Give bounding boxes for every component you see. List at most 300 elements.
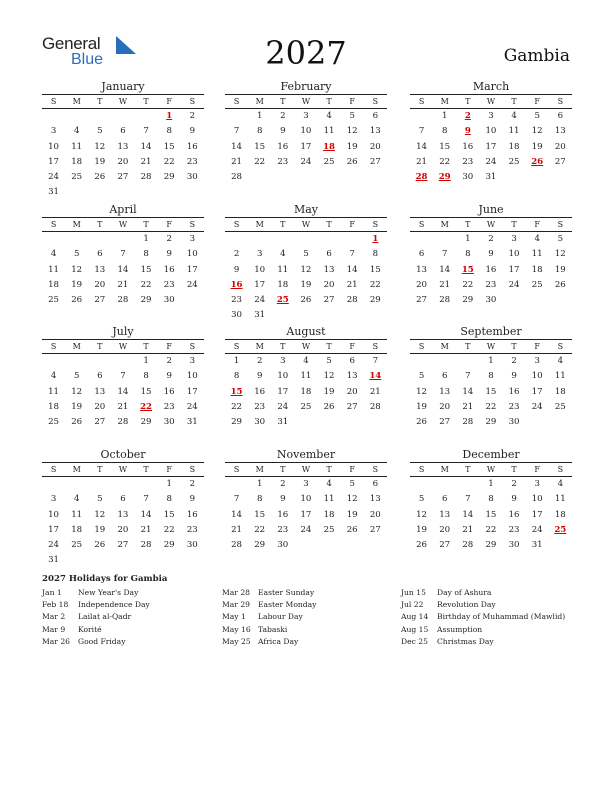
holiday-name: Korité (78, 624, 102, 634)
day-cell: 14 (462, 509, 474, 520)
day-cell: 21 (140, 156, 152, 167)
weekday-label: W (301, 220, 311, 229)
weekday-label: F (349, 465, 355, 474)
day-cell: 28 (231, 540, 243, 551)
empty-cell (248, 232, 271, 247)
day-cell: 13 (117, 509, 129, 520)
day-grid (225, 109, 387, 185)
day-cell: 15 (485, 509, 497, 520)
day-cell: 9 (256, 371, 263, 382)
day-cell: 11 (554, 494, 566, 505)
weekday-label: F (534, 342, 540, 351)
empty-cell (135, 477, 158, 492)
day-cell: 29 (231, 417, 243, 428)
day-cell: 17 (48, 156, 60, 167)
empty-cell (410, 354, 433, 369)
day-cell: 31 (186, 417, 198, 428)
empty-cell (135, 109, 158, 124)
day-cell: 23 (485, 279, 497, 290)
day-cell: 6 (97, 249, 103, 260)
month-november (225, 448, 387, 553)
day-cell: 12 (94, 141, 106, 152)
day-cell: 25 (71, 540, 83, 551)
day-cell: 30 (163, 295, 175, 306)
month-june (410, 203, 572, 308)
holiday-row (42, 611, 150, 623)
day-cell: 23 (186, 524, 198, 535)
day-cell: 11 (48, 386, 60, 397)
day-cell: 24 (300, 524, 312, 535)
day-cell: 9 (280, 126, 286, 137)
day-cell: 26 (94, 172, 106, 183)
weekday-label: M (440, 342, 449, 351)
holiday-row (222, 624, 316, 636)
day-cell: 2 (189, 111, 196, 121)
month-title: November (276, 448, 336, 461)
day-cell: 18 (48, 401, 60, 412)
day-cell: 21 (346, 279, 358, 290)
day-cell: 5 (534, 111, 540, 121)
holiday-name: Independence Day (78, 600, 150, 610)
day-cell: 7 (465, 494, 471, 505)
day-cell: 1 (488, 479, 494, 489)
day-cell: 31 (48, 187, 60, 198)
day-cell: 7 (441, 249, 448, 260)
day-cell: 12 (346, 126, 358, 137)
empty-cell (42, 477, 65, 492)
day-cell: 28 (369, 401, 381, 412)
day-cell: 16 (186, 509, 198, 520)
empty-cell (318, 232, 341, 247)
day-cell: 28 (439, 295, 451, 306)
brand-name-blue: Blue (71, 51, 104, 68)
day-cell: 6 (441, 371, 448, 382)
day-cell: 19 (416, 524, 428, 535)
month-title: March (472, 80, 510, 93)
day-cell: 18 (554, 509, 566, 520)
weekday-label: M (72, 220, 81, 229)
day-cell: 7 (233, 494, 240, 505)
holiday-row (401, 587, 565, 599)
weekday-label: S (189, 342, 196, 351)
weekday-label: S (189, 97, 196, 106)
weekday-label: T (143, 97, 149, 106)
day-cell: 7 (465, 371, 471, 382)
day-cell: 22 (163, 156, 175, 167)
empty-cell (225, 232, 248, 247)
weekday-label: T (465, 342, 471, 351)
day-cell: 9 (189, 494, 196, 505)
day-grid (42, 477, 204, 569)
day-cell: 14 (231, 509, 243, 520)
day-cell: 4 (50, 249, 57, 260)
day-cell: 3 (303, 479, 309, 489)
day-cell: 27 (439, 540, 451, 551)
day-cell: 23 (277, 524, 289, 535)
weekday-label: S (557, 342, 564, 351)
day-cell: 15 (254, 141, 266, 152)
day-grid (42, 354, 204, 430)
day-cell: 3 (50, 126, 57, 137)
holiday-date: Feb 18 (42, 600, 69, 610)
day-cell: 4 (326, 479, 332, 489)
day-cell: 12 (71, 264, 83, 275)
holidays-title: 2027 Holidays for Gambia (42, 574, 168, 584)
day-cell: 7 (349, 249, 355, 260)
weekday-label: S (372, 465, 379, 474)
day-grid (410, 354, 572, 430)
day-cell: 2 (511, 479, 517, 489)
day-cell: 26 (71, 417, 83, 428)
weekday-label: T (97, 97, 103, 106)
day-cell: 19 (300, 279, 312, 290)
day-cell: 4 (511, 111, 517, 121)
day-cell: 15 (163, 141, 175, 152)
day-cell: 15 (140, 264, 152, 275)
weekday-header (410, 462, 572, 477)
holiday-name: Tabaski (258, 624, 288, 634)
day-cell: 4 (50, 371, 57, 382)
weekday-label: T (326, 220, 332, 229)
month-title: January (101, 80, 145, 93)
weekday-label: T (97, 465, 103, 474)
day-cell: 27 (117, 172, 129, 183)
day-cell: 27 (369, 524, 381, 535)
day-cell: 11 (71, 509, 83, 520)
day-cell: 5 (557, 234, 564, 244)
day-cell: 18 (71, 156, 83, 167)
day-cell: 17 (48, 524, 60, 535)
day-cell: 26 (346, 524, 358, 535)
day-cell: 9 (166, 371, 172, 382)
weekday-label: S (372, 220, 379, 229)
weekday-label: S (418, 220, 425, 229)
month-december (410, 448, 572, 553)
day-cell: 17 (186, 264, 198, 275)
weekday-header (225, 94, 387, 109)
day-cell: 13 (439, 386, 451, 397)
weekday-label: T (465, 97, 471, 106)
day-cell: 19 (71, 401, 83, 412)
day-cell: 17 (277, 386, 289, 397)
day-cell: 14 (117, 264, 129, 275)
holiday-day-cell: 22 (140, 401, 153, 412)
day-cell: 13 (369, 494, 381, 505)
weekday-label: S (372, 342, 379, 351)
day-cell: 10 (48, 509, 60, 520)
day-cell: 19 (346, 141, 358, 152)
empty-cell (111, 232, 134, 247)
weekday-label: F (349, 220, 355, 229)
day-cell: 22 (163, 524, 175, 535)
day-cell: 1 (143, 234, 149, 244)
holiday-date: Dec 25 (401, 636, 428, 646)
day-cell: 23 (508, 524, 520, 535)
day-cell: 4 (326, 111, 332, 121)
day-cell: 16 (462, 141, 474, 152)
day-cell: 27 (369, 156, 381, 167)
holiday-date: May 16 (222, 624, 251, 634)
day-cell: 24 (300, 156, 312, 167)
day-cell: 9 (511, 494, 517, 505)
holiday-date: Jan 1 (42, 588, 62, 597)
day-cell: 30 (186, 172, 198, 183)
weekday-label: M (255, 220, 264, 229)
day-cell: 2 (488, 234, 494, 244)
holiday-row (42, 624, 150, 636)
day-cell: 7 (418, 126, 425, 137)
day-cell: 3 (280, 356, 286, 366)
day-cell: 21 (416, 156, 428, 167)
weekday-label: F (349, 97, 355, 106)
weekday-label: T (326, 342, 332, 351)
day-cell: 18 (48, 279, 60, 290)
day-cell: 1 (441, 111, 448, 121)
day-cell: 17 (531, 509, 543, 520)
holiday-day-cell: 16 (230, 279, 243, 290)
day-cell: 6 (557, 111, 564, 121)
empty-cell (341, 232, 364, 247)
day-cell: 13 (94, 386, 106, 397)
day-cell: 13 (346, 371, 358, 382)
weekday-label: W (486, 97, 496, 106)
month-title: June (478, 203, 504, 216)
day-cell: 9 (189, 126, 196, 137)
holiday-day-cell: 9 (464, 126, 471, 137)
holiday-name: Revolution Day (437, 600, 496, 610)
day-cell: 15 (439, 141, 451, 152)
day-cell: 29 (163, 540, 175, 551)
day-cell: 18 (71, 524, 83, 535)
day-cell: 26 (346, 156, 358, 167)
day-cell: 9 (233, 264, 240, 275)
day-cell: 29 (140, 295, 152, 306)
day-cell: 28 (117, 295, 129, 306)
holiday-row (401, 636, 565, 648)
month-title: September (460, 325, 522, 338)
day-cell: 19 (71, 279, 83, 290)
weekday-header (42, 462, 204, 477)
day-cell: 20 (416, 279, 428, 290)
day-cell: 20 (554, 141, 566, 152)
day-cell: 2 (280, 111, 286, 121)
day-cell: 2 (189, 479, 196, 489)
day-cell: 13 (117, 141, 129, 152)
day-cell: 7 (120, 371, 126, 382)
day-cell: 24 (186, 279, 198, 290)
holiday-row (222, 587, 316, 599)
weekday-header (225, 462, 387, 477)
weekday-label: W (301, 465, 311, 474)
day-cell: 27 (117, 540, 129, 551)
empty-cell (88, 232, 111, 247)
day-cell: 27 (94, 417, 106, 428)
empty-cell (410, 109, 433, 124)
day-cell: 8 (233, 371, 240, 382)
day-cell: 27 (323, 295, 335, 306)
day-cell: 24 (531, 401, 543, 412)
holiday-column (222, 587, 316, 648)
day-cell: 17 (300, 141, 312, 152)
day-cell: 12 (531, 126, 543, 137)
day-cell: 27 (439, 417, 451, 428)
weekday-label: F (166, 220, 172, 229)
day-cell: 8 (143, 249, 149, 260)
empty-cell (433, 354, 456, 369)
day-cell: 6 (120, 494, 126, 505)
day-cell: 9 (280, 494, 286, 505)
month-title: April (109, 203, 137, 216)
day-cell: 22 (254, 156, 266, 167)
day-cell: 3 (50, 494, 57, 505)
day-cell: 6 (372, 479, 379, 489)
holiday-name: Labour Day (258, 612, 303, 622)
weekday-label: M (255, 97, 264, 106)
day-cell: 26 (71, 295, 83, 306)
day-cell: 6 (349, 356, 355, 366)
day-cell: 25 (48, 417, 60, 428)
day-cell: 2 (280, 479, 286, 489)
day-cell: 27 (94, 295, 106, 306)
day-cell: 1 (488, 356, 494, 366)
day-cell: 15 (369, 264, 381, 275)
month-july (42, 325, 204, 430)
month-september (410, 325, 572, 430)
holiday-name: Easter Sunday (258, 588, 315, 597)
weekday-label: S (233, 465, 240, 474)
weekday-label: S (557, 465, 564, 474)
day-cell: 17 (485, 141, 497, 152)
day-cell: 13 (323, 264, 335, 275)
day-cell: 23 (163, 401, 175, 412)
holiday-column (42, 587, 150, 648)
day-cell: 10 (531, 494, 543, 505)
day-cell: 16 (508, 386, 520, 397)
day-cell: 23 (462, 156, 474, 167)
day-cell: 3 (511, 234, 517, 244)
day-cell: 19 (94, 156, 106, 167)
day-cell: 8 (441, 126, 448, 137)
weekday-label: M (440, 97, 449, 106)
weekday-label: T (280, 342, 286, 351)
day-cell: 4 (73, 494, 80, 505)
day-grid (410, 477, 572, 553)
month-title: December (462, 448, 520, 461)
weekday-label: T (280, 97, 286, 106)
day-cell: 12 (94, 509, 106, 520)
day-cell: 1 (143, 356, 149, 366)
holiday-row (222, 611, 316, 623)
day-cell: 8 (372, 249, 379, 260)
day-cell: 4 (303, 356, 309, 366)
holiday-day-cell: 1 (166, 111, 173, 121)
day-cell: 5 (418, 371, 425, 382)
month-title: August (286, 325, 326, 338)
day-cell: 2 (166, 356, 172, 366)
day-cell: 25 (323, 156, 335, 167)
day-cell: 11 (554, 371, 566, 382)
day-cell: 16 (186, 141, 198, 152)
day-cell: 24 (48, 172, 60, 183)
day-cell: 6 (441, 494, 448, 505)
day-cell: 11 (71, 141, 83, 152)
weekday-label: S (233, 220, 240, 229)
day-cell: 28 (140, 172, 152, 183)
day-grid (410, 109, 572, 185)
day-cell: 28 (117, 417, 129, 428)
day-cell: 6 (97, 371, 103, 382)
day-cell: 20 (94, 401, 106, 412)
day-cell: 16 (485, 264, 497, 275)
empty-cell (225, 477, 248, 492)
day-cell: 10 (254, 264, 266, 275)
holiday-row (42, 599, 150, 611)
day-cell: 6 (372, 111, 379, 121)
day-cell: 7 (143, 494, 149, 505)
day-cell: 8 (256, 494, 263, 505)
day-cell: 1 (465, 234, 471, 244)
day-cell: 5 (73, 249, 80, 260)
month-title: May (293, 203, 319, 216)
holiday-row (401, 611, 565, 623)
holiday-date: Aug 15 (401, 624, 429, 634)
empty-cell (294, 232, 317, 247)
weekday-label: T (465, 220, 471, 229)
weekday-label: T (511, 342, 517, 351)
weekday-label: F (349, 342, 355, 351)
month-may (225, 203, 387, 324)
day-cell: 20 (117, 524, 129, 535)
weekday-label: F (166, 97, 172, 106)
day-cell: 25 (531, 279, 543, 290)
day-cell: 17 (531, 386, 543, 397)
holiday-date: May 25 (222, 636, 251, 646)
holiday-day-cell: 1 (372, 234, 379, 244)
day-cell: 8 (143, 371, 149, 382)
weekday-label: S (189, 465, 196, 474)
day-cell: 1 (256, 479, 263, 489)
month-title: October (100, 448, 146, 461)
empty-cell (65, 232, 88, 247)
weekday-label: T (280, 220, 286, 229)
holiday-day-cell: 15 (461, 264, 474, 275)
weekday-label: W (301, 97, 311, 106)
holiday-day-cell: 25 (276, 295, 289, 306)
day-cell: 24 (48, 540, 60, 551)
day-cell: 28 (462, 417, 474, 428)
weekday-label: T (143, 220, 149, 229)
day-cell: 10 (277, 371, 289, 382)
weekday-label: M (255, 342, 264, 351)
weekday-label: M (440, 465, 449, 474)
day-cell: 23 (254, 401, 266, 412)
day-cell: 24 (186, 401, 198, 412)
day-cell: 21 (117, 401, 129, 412)
weekday-header (410, 94, 572, 109)
weekday-label: W (118, 342, 128, 351)
day-cell: 9 (488, 249, 494, 260)
weekday-header (410, 217, 572, 232)
weekday-label: S (233, 342, 240, 351)
day-cell: 7 (372, 356, 379, 366)
weekday-label: T (326, 465, 332, 474)
day-cell: 4 (73, 126, 80, 137)
day-cell: 12 (416, 386, 428, 397)
day-cell: 16 (163, 386, 175, 397)
day-cell: 23 (277, 156, 289, 167)
day-grid (410, 232, 572, 308)
day-cell: 5 (349, 111, 355, 121)
